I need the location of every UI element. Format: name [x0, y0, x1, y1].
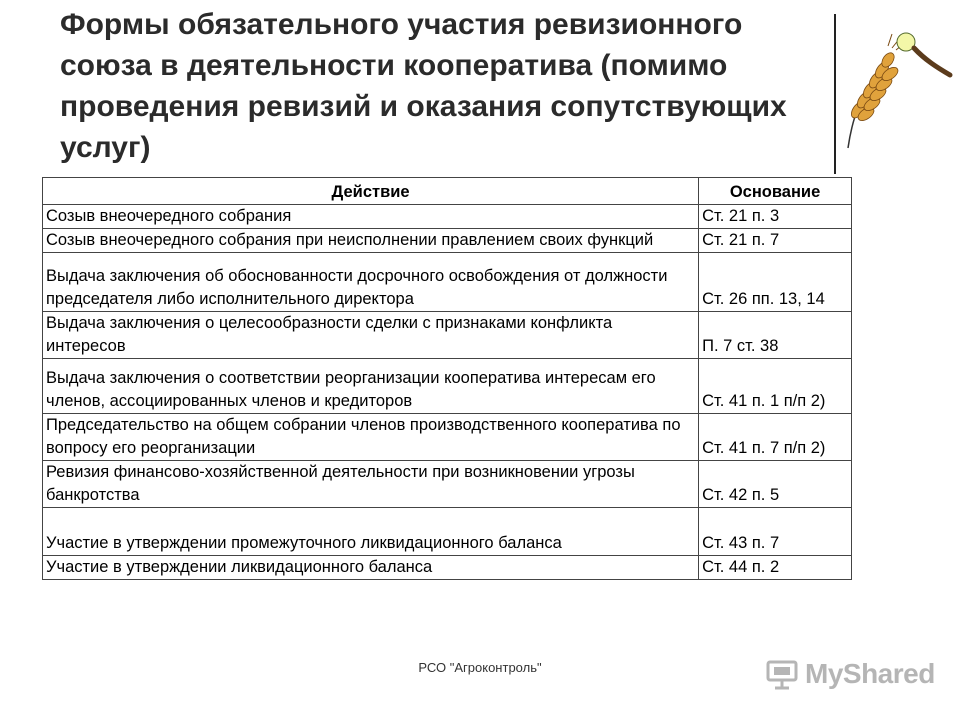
header-action: Действие: [43, 178, 699, 205]
cell-action: Выдача заключения о соответствии реорганизации кооператива интересам его членов, ассоциированных членов и кредиторов: [43, 359, 699, 414]
table-row: [43, 253, 852, 312]
table-row: [43, 205, 852, 229]
table-row: [43, 508, 852, 556]
cell-action: Созыв внеочередного собрания при неисполнении правлением своих функций: [43, 229, 699, 253]
cell-basis: Ст. 44 п. 2: [699, 556, 852, 580]
table-row: [43, 414, 852, 461]
slide-footer: РСО "Агроконтроль": [418, 660, 542, 675]
decorative-divider: [834, 14, 836, 174]
cell-basis: Ст. 41 п. 1 п/п 2): [699, 359, 852, 414]
actions-table: [42, 177, 852, 580]
cell-basis: Ст. 21 п. 3: [699, 205, 852, 229]
watermark-text: MyShared: [805, 658, 935, 689]
cell-basis: Ст. 26 пп. 13, 14: [699, 253, 852, 312]
cell-action: Выдача заключения об обоснованности досрочного освобождения от должности председателя либо исполнительного директора: [43, 253, 699, 312]
table-header-row: [43, 178, 852, 205]
cell-action: Председательство на общем собрании членов производственного кооператива по вопросу его реорганизации: [43, 414, 699, 461]
cell-action: Выдача заключения о целесообразности сделки с признаками конфликта интересов: [43, 312, 699, 359]
slide-title: Формы обязательного участия ревизионного союза в деятельности кооператива (помимо проведения ревизий и оказания сопутствующих услуг): [60, 8, 787, 164]
cell-basis: Ст. 43 п. 7: [699, 508, 852, 556]
cell-basis: Ст. 41 п. 7 п/п 2): [699, 414, 852, 461]
table-row: [43, 461, 852, 508]
presentation-icon: [765, 657, 799, 691]
cell-action: Участие в утверждении промежуточного ликвидационного баланса: [43, 508, 699, 556]
cell-action: Участие в утверждении ликвидационного баланса: [43, 556, 699, 580]
table-row: [43, 359, 852, 414]
table-row: [43, 312, 852, 359]
cell-basis: П. 7 ст. 38: [699, 312, 852, 359]
cell-action: Ревизия финансово-хозяйственной деятельности при возникновении угрозы банкротства: [43, 461, 699, 508]
cell-basis: Ст. 42 п. 5: [699, 461, 852, 508]
watermark: [765, 654, 935, 694]
header-basis: Основание: [699, 178, 852, 205]
cell-action: Созыв внеочередного собрания: [43, 205, 699, 229]
table-row: [43, 229, 852, 253]
cell-basis: Ст. 21 п. 7: [699, 229, 852, 253]
wheat-icon: [840, 20, 955, 150]
table-row: [43, 556, 852, 580]
